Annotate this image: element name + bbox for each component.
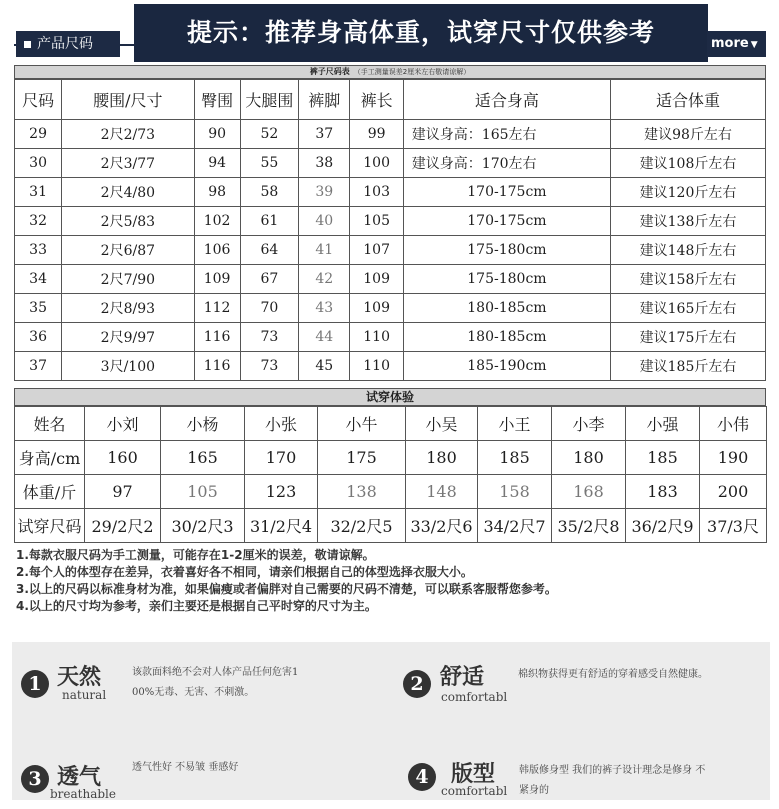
feature-desc: 紧身的 [519, 785, 549, 796]
table-row [15, 441, 767, 475]
table-cell: 168 [552, 475, 626, 509]
feature-desc: 该款面料绝不会对人体产品任何危害1 [132, 667, 299, 678]
table-cell: 105 [161, 475, 245, 509]
header-cell: 裤脚 [299, 80, 350, 120]
feature-subtitle: comfortabl [441, 784, 508, 798]
table-cell: 109 [350, 294, 403, 323]
table-cell: 建议138斤左右 [611, 207, 766, 236]
table-cell: 103 [350, 178, 403, 207]
table-cell: 58 [240, 178, 298, 207]
table-cell: 小刘 [85, 407, 161, 441]
table-cell: 160 [85, 441, 161, 475]
table-cell: 45 [299, 352, 350, 381]
table-cell: 73 [240, 352, 298, 381]
table-cell: 小牛 [318, 407, 406, 441]
header-cell: 臀围 [194, 80, 240, 120]
table-cell: 2尺6/87 [62, 236, 194, 265]
table-cell: 105 [350, 207, 403, 236]
number-2-icon: 2 [403, 670, 431, 698]
table-cell: 32 [15, 207, 62, 236]
table-cell: 109 [194, 265, 240, 294]
table-cell: 94 [194, 149, 240, 178]
table-cell: 40 [299, 207, 350, 236]
size-table [14, 79, 766, 381]
note-line: 3.以上的尺码以标准身材为准，如果偏瘦或者偏胖对自己需要的尺码不清楚，可以联系客服帮您参考。 [16, 582, 557, 596]
table-row [15, 265, 766, 294]
table-cell: 38 [299, 149, 350, 178]
table-cell: 190 [700, 441, 767, 475]
table-cell: 99 [350, 120, 403, 149]
note-line: 1.每款衣服尺码为手工测量，可能存在1-2厘米的误差，敬请谅解。 [16, 548, 375, 562]
feature-desc: 韩版修身型 我们的裤子设计理念是修身 不 [519, 765, 706, 776]
table-cell: 建议98斤左右 [611, 120, 766, 149]
feature-title: 天然 [57, 664, 102, 690]
table-row [15, 236, 766, 265]
table-cell: 175-180cm [403, 265, 610, 294]
table-cell: 建议身高：170左右 [403, 149, 610, 178]
table-cell: 55 [240, 149, 298, 178]
square-icon [24, 41, 31, 48]
table-cell: 180-185cm [403, 323, 610, 352]
table-cell: 52 [240, 120, 298, 149]
table-cell: 37 [299, 120, 350, 149]
table-cell: 小强 [626, 407, 700, 441]
table-cell: 170 [245, 441, 318, 475]
table-cell: 102 [194, 207, 240, 236]
feature-title: 舒适 [440, 664, 485, 690]
table-cell: 98 [194, 178, 240, 207]
header-cell: 裤长 [350, 80, 403, 120]
size-table-header [15, 80, 766, 120]
table-row [15, 120, 766, 149]
table-cell: 110 [350, 323, 403, 352]
table-cell: 158 [478, 475, 552, 509]
table-cell: 73 [240, 323, 298, 352]
table-cell: 107 [350, 236, 403, 265]
table-cell: 170-175cm [403, 178, 610, 207]
header-cell: 尺码 [15, 80, 62, 120]
feature-desc: 00%无毒、无害、不刺激。 [132, 687, 255, 698]
table-cell: 64 [240, 236, 298, 265]
table-cell: 110 [350, 352, 403, 381]
table-cell: 200 [700, 475, 767, 509]
table-row [15, 352, 766, 381]
table-cell: 建议108斤左右 [611, 149, 766, 178]
number-1-icon: 1 [21, 670, 49, 698]
size-notes [16, 547, 776, 615]
table-cell: 170-175cm [403, 207, 610, 236]
table-cell: 35/2尺8 [552, 509, 626, 543]
table-cell: 2尺2/73 [62, 120, 194, 149]
more-button[interactable]: more ▼ [707, 31, 766, 57]
table-cell: 31 [15, 178, 62, 207]
table-cell: 185 [478, 441, 552, 475]
header-cell: 腰围/尺寸 [62, 80, 194, 120]
header-cell: 适合身高 [403, 80, 610, 120]
table-row [15, 475, 767, 509]
table-cell: 31/2尺4 [245, 509, 318, 543]
table-cell: 34 [15, 265, 62, 294]
table-cell: 180 [406, 441, 478, 475]
table-cell: 30 [15, 149, 62, 178]
table-cell: 2尺4/80 [62, 178, 194, 207]
note-line: 4.以上的尺寸均为参考，亲们主要还是根据自己平时穿的尺寸为主。 [16, 599, 377, 613]
table-cell: 109 [350, 265, 403, 294]
table-cell: 148 [406, 475, 478, 509]
table-cell: 2尺7/90 [62, 265, 194, 294]
table-cell: 建议158斤左右 [611, 265, 766, 294]
table-cell: 小张 [245, 407, 318, 441]
table-cell: 138 [318, 475, 406, 509]
table-cell: 183 [626, 475, 700, 509]
table-cell: 185 [626, 441, 700, 475]
table-row [15, 509, 767, 543]
table-row [15, 178, 766, 207]
header-cell: 大腿围 [240, 80, 298, 120]
table-cell: 2尺9/97 [62, 323, 194, 352]
table-cell: 35 [15, 294, 62, 323]
table-cell: 30/2尺3 [161, 509, 245, 543]
table-cell: 41 [299, 236, 350, 265]
table-cell: 34/2尺7 [478, 509, 552, 543]
table-cell: 小杨 [161, 407, 245, 441]
table-cell: 33/2尺6 [406, 509, 478, 543]
header-cell: 适合体重 [611, 80, 766, 120]
table-row [15, 207, 766, 236]
table-cell: 建议身高：165左右 [403, 120, 610, 149]
table-cell: 2尺5/83 [62, 207, 194, 236]
table-cell: 小吴 [406, 407, 478, 441]
table-cell: 建议185斤左右 [611, 352, 766, 381]
table-cell: 3尺/100 [62, 352, 194, 381]
try-on-caption: 试穿体验 [14, 388, 766, 406]
feature-desc: 透气性好 不易皱 垂感好 [132, 762, 239, 773]
table-cell: 建议120斤左右 [611, 178, 766, 207]
table-row [15, 323, 766, 352]
table-cell: 67 [240, 265, 298, 294]
table-cell: 身高/cm [15, 441, 85, 475]
number-4-icon: 4 [408, 763, 436, 791]
table-cell: 175 [318, 441, 406, 475]
table-cell: 29/2尺2 [85, 509, 161, 543]
feature-subtitle: breathable [50, 787, 116, 801]
table-row [15, 149, 766, 178]
table-cell: 建议165斤左右 [611, 294, 766, 323]
table-cell: 97 [85, 475, 161, 509]
table-cell: 36 [15, 323, 62, 352]
table-cell: 36/2尺9 [626, 509, 700, 543]
table-cell: 29 [15, 120, 62, 149]
table-cell: 39 [299, 178, 350, 207]
size-chart-caption: 裤子尺码表 （手工测量误差2厘米左右敬请谅解） [14, 65, 766, 79]
table-cell: 175-180cm [403, 236, 610, 265]
table-row [15, 407, 767, 441]
table-cell: 2尺8/93 [62, 294, 194, 323]
table-cell: 32/2尺5 [318, 509, 406, 543]
product-size-label: 产品尺码 [16, 31, 120, 57]
table-cell: 小王 [478, 407, 552, 441]
table-cell: 106 [194, 236, 240, 265]
table-cell: 2尺3/77 [62, 149, 194, 178]
size-tip-banner: 提示：推荐身高体重，试穿尺寸仅供参考 [134, 4, 708, 62]
table-cell: 42 [299, 265, 350, 294]
table-cell: 165 [161, 441, 245, 475]
table-cell: 姓名 [15, 407, 85, 441]
table-cell: 44 [299, 323, 350, 352]
note-line: 2.每个人的体型存在差异，衣着喜好各不相同，请亲们根据自己的体型选择衣服大小。 [16, 565, 473, 579]
table-cell: 建议175斤左右 [611, 323, 766, 352]
table-cell: 61 [240, 207, 298, 236]
feature-desc: 棉织物获得更有舒适的穿着感受自然健康。 [518, 669, 708, 680]
table-cell: 37 [15, 352, 62, 381]
table-row [15, 294, 766, 323]
table-cell: 100 [350, 149, 403, 178]
table-cell: 建议148斤左右 [611, 236, 766, 265]
table-cell: 90 [194, 120, 240, 149]
table-cell: 37/3尺 [700, 509, 767, 543]
table-cell: 33 [15, 236, 62, 265]
table-cell: 116 [194, 352, 240, 381]
table-cell: 180 [552, 441, 626, 475]
table-cell: 43 [299, 294, 350, 323]
table-cell: 185-190cm [403, 352, 610, 381]
table-cell: 小李 [552, 407, 626, 441]
table-cell: 123 [245, 475, 318, 509]
chevron-down-icon: ▼ [750, 40, 758, 50]
table-cell: 小伟 [700, 407, 767, 441]
table-cell: 116 [194, 323, 240, 352]
feature-subtitle: natural [62, 688, 107, 702]
table-cell: 体重/斤 [15, 475, 85, 509]
feature-subtitle: comfortabl [441, 690, 508, 704]
table-cell: 70 [240, 294, 298, 323]
try-on-table [14, 406, 767, 543]
table-cell: 试穿尺码 [15, 509, 85, 543]
feature-title: 版型 [451, 761, 496, 787]
table-cell: 112 [194, 294, 240, 323]
feature-title: 透气 [57, 764, 102, 790]
table-cell: 180-185cm [403, 294, 610, 323]
number-3-icon: 3 [21, 765, 49, 793]
